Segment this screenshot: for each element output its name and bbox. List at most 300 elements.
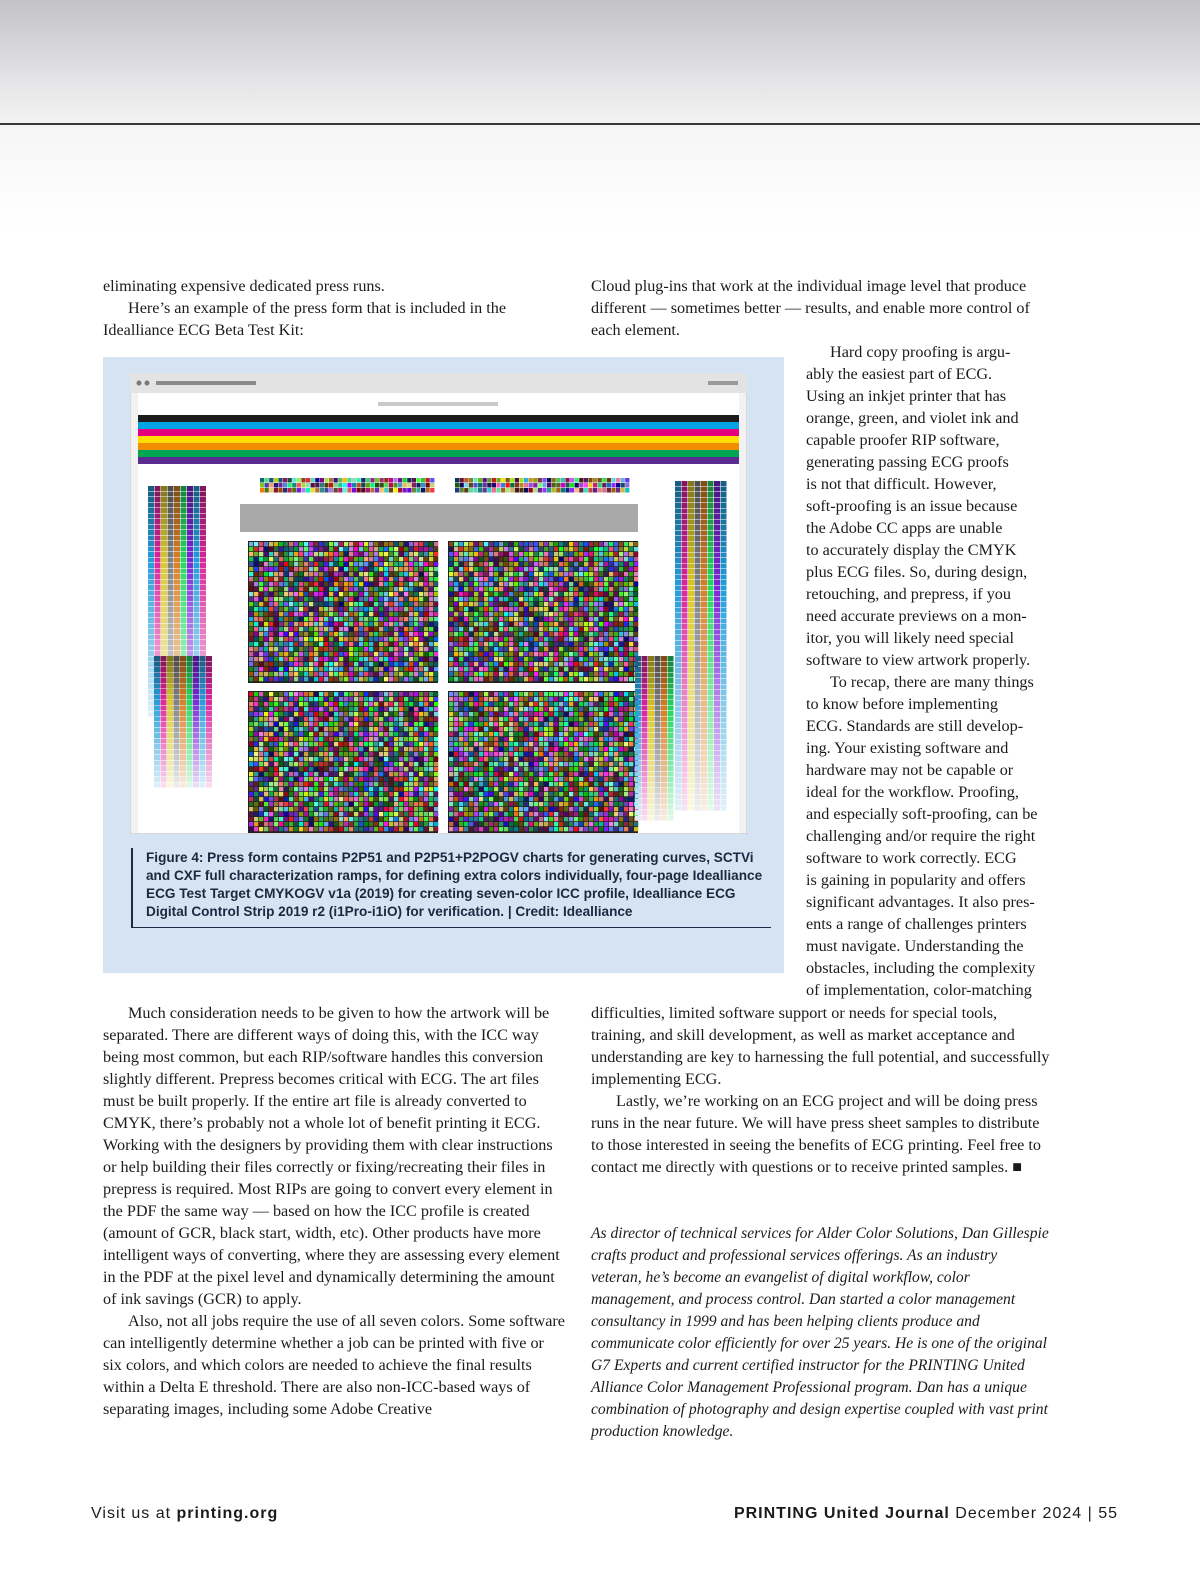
patch-cell [324,652,328,656]
patch-cell [589,772,593,776]
patch-cell [534,767,538,771]
patch-cell [519,762,523,766]
patch-cell [419,652,423,656]
patch-cell [349,677,353,681]
patch-cell [320,478,324,483]
patch-cell [369,657,373,661]
patch-cell [279,797,283,801]
patch-cell [394,702,398,706]
patch-cell [429,662,433,666]
patch-cell [374,592,378,596]
patch-cell [324,802,328,806]
patch-cell [534,717,538,721]
patch-cell [429,762,433,766]
patch-cell [609,722,613,726]
patch-cell [479,647,483,651]
patch-cell [319,752,323,756]
patch-cell [504,627,508,631]
patch-cell [379,807,383,811]
patch-cell [534,572,538,576]
patch-cell [588,488,592,493]
patch-cell [504,562,508,566]
patch-cell [564,767,568,771]
patch-cell [354,742,358,746]
patch-cell [514,727,518,731]
patch-cell [304,827,308,831]
patch-cell [374,712,378,716]
patch-cell [459,772,463,776]
patch-cell [554,587,558,591]
patch-cell [404,667,408,671]
ramp-cell [168,613,174,618]
text-line: soft-proofing is an issue because [806,497,1018,515]
patch-cell [549,777,553,781]
patch-cell [499,727,503,731]
patch-cell [534,557,538,561]
patch-cell [304,587,308,591]
patch-cell [249,612,253,616]
patch-cell [424,587,428,591]
ramp-cell [161,651,167,656]
patch-cell [249,817,253,821]
patch-cell [449,802,453,806]
patch-cell [459,572,463,576]
patch-cell [294,737,298,741]
patch-cell [254,657,258,661]
patch-cell [354,542,358,546]
ramp-cell [187,497,193,502]
patch-cell [484,797,488,801]
patch-cell [539,757,543,761]
patch-cell [589,812,593,816]
patch-cell [384,717,388,721]
patch-cell [539,802,543,806]
patch-cell [594,692,598,696]
ramp-cell [148,657,154,662]
patch-cell [254,802,258,806]
patch-cell [534,592,538,596]
patch-cell [249,602,253,606]
ramp-cell [168,514,174,519]
ramp-cell [161,695,167,700]
patch-cell [499,587,503,591]
ramp-cell [194,552,200,557]
ramp-cell [168,508,174,513]
patch-cell [519,582,523,586]
patch-cell [419,572,423,576]
patch-cell [564,752,568,756]
patch-cell [549,542,553,546]
patch-cell [304,597,308,601]
patch-cell [324,702,328,706]
patch-cell [304,772,308,776]
patch-cell [329,483,333,488]
patch-cell [589,742,593,746]
patch-cell [489,822,493,826]
ramp-cell [200,596,206,601]
patch-cell [604,712,608,716]
text-line: software to work correctly. ECG [806,849,1017,867]
patch-cell [574,557,578,561]
patch-cell [379,617,383,621]
patch-cell [369,707,373,711]
patch-cell [269,672,273,676]
patch-cell [319,827,323,831]
patch-cell [254,607,258,611]
patch-cell [454,767,458,771]
patch-cell [434,602,438,606]
patch-cell [434,667,438,671]
ramp-cell [161,547,167,552]
patch-cell [504,782,508,786]
ramp-cell [155,574,161,579]
patch-cell [419,782,423,786]
patch-cell [574,737,578,741]
patch-cell [259,617,263,621]
ramp-cell [148,668,154,673]
patch-cell [284,597,288,601]
patch-cell [429,697,433,701]
patch-cell [344,552,348,556]
patch-cell [544,797,548,801]
patch-cell [588,483,592,488]
ramp-cell [187,486,193,491]
patch-cell [459,702,463,706]
patch-cell [559,787,563,791]
patch-cell [349,777,353,781]
ramp-cell [155,536,161,541]
patch-cell [314,662,318,666]
patch-cell [419,562,423,566]
patch-cell [319,817,323,821]
patch-cell [389,582,393,586]
ramp-cell [167,700,173,705]
patch-cell [278,483,282,488]
patch-cell [389,677,393,681]
patch-cell [254,712,258,716]
patch-cell [299,582,303,586]
patch-cell [584,592,588,596]
text-line: need accurate previews on a mon- [806,607,1027,625]
patch-cell [554,787,558,791]
patch-cell [529,817,533,821]
patch-cell [349,552,353,556]
patch-cell [554,542,558,546]
ramp-cell [148,497,154,502]
patch-cell [419,697,423,701]
patch-cell [579,727,583,731]
patch-cell [574,552,578,556]
patch-cell [484,657,488,661]
patch-cell [604,827,608,831]
patch-cell [489,767,493,771]
patch-cell [539,727,543,731]
patch-cell [404,632,408,636]
patch-cell [429,807,433,811]
patch-cell [264,672,268,676]
patch-cell [489,722,493,726]
patch-cell [304,572,308,576]
patch-cell [419,712,423,716]
patch-cell [538,483,542,488]
patch-cell [416,488,420,493]
patch-cell [349,632,353,636]
patch-cell [589,722,593,726]
patch-cell [539,797,543,801]
ramp-cell [168,618,174,623]
patch-cell [329,657,333,661]
patch-cell [424,647,428,651]
patch-cell [494,622,498,626]
ramp-cell [155,585,161,590]
patch-cell [629,677,633,681]
patch-cell [549,762,553,766]
patch-cell [529,657,533,661]
patch-cell [594,807,598,811]
patch-cell [609,827,613,831]
patch-cell [464,657,468,661]
patch-cell [399,727,403,731]
patch-cell [519,637,523,641]
patch-cell [504,822,508,826]
patch-cell [499,662,503,666]
patch-cell [604,677,608,681]
patch-cell [384,582,388,586]
ramp-cell [200,525,206,530]
patch-cell [509,567,513,571]
patch-cell [629,647,633,651]
patch-cell [359,607,363,611]
patch-cell [409,797,413,801]
patch-cell [419,657,423,661]
patch-cell [414,752,418,756]
patch-cell [429,592,433,596]
patch-cell [539,622,543,626]
patch-cell [549,572,553,576]
patch-cell [339,732,343,736]
patch-cell [304,582,308,586]
patch-cell [484,777,488,781]
patch-cell [569,757,573,761]
patch-cell [394,607,398,611]
patch-cell [484,817,488,821]
patch-cell [489,587,493,591]
patch-cell [549,697,553,701]
patch-cell [449,787,453,791]
patch-cell [334,587,338,591]
patch-cell [629,557,633,561]
patch-cell [344,752,348,756]
patch-cell [344,642,348,646]
patch-cell [534,792,538,796]
patch-cell [359,672,363,676]
patch-cell [469,712,473,716]
patch-cell [549,662,553,666]
patch-cell [529,782,533,786]
patch-cell [449,827,453,831]
patch-cell [384,772,388,776]
patch-cell [419,582,423,586]
patch-cell [354,812,358,816]
patch-cell [364,667,368,671]
patch-cell [379,827,383,831]
patch-cell [619,717,623,721]
patch-cell [614,812,618,816]
patch-cell [629,627,633,631]
patch-cell [524,637,528,641]
patch-cell [384,662,388,666]
patch-cell [414,692,418,696]
patch-cell [554,617,558,621]
patch-cell [629,567,633,571]
patch-cell [594,587,598,591]
patch-cell [474,542,478,546]
patch-cell [309,677,313,681]
patch-cell [249,547,253,551]
patch-cell [464,612,468,616]
ramp-cell [194,580,200,585]
patch-cell [449,567,453,571]
patch-cell [584,712,588,716]
patch-cell [469,782,473,786]
patch-cell [369,817,373,821]
patch-cell [554,762,558,766]
patch-cell [604,562,608,566]
patch-cell [584,812,588,816]
patch-cell [549,722,553,726]
ramp-cell [187,640,193,645]
patch-cell [324,712,328,716]
patch-cell [429,607,433,611]
patch-cell [359,747,363,751]
patch-cell [289,747,293,751]
patch-cell [624,782,628,786]
patch-cell [359,567,363,571]
patch-cell [464,767,468,771]
patch-cell [299,567,303,571]
patch-cell [519,722,523,726]
patch-cell [344,822,348,826]
patch-cell [549,547,553,551]
patch-cell [619,827,623,831]
patch-cell [569,642,573,646]
patch-cell [539,827,543,831]
patch-cell [459,652,463,656]
patch-cell [559,647,563,651]
patch-cell [399,607,403,611]
patch-cell [604,627,608,631]
patch-cell [589,582,593,586]
patch-cell [374,597,378,601]
patch-cell [524,557,528,561]
patch-cell [449,822,453,826]
patch-cell [407,478,411,483]
patch-cell [478,478,482,483]
patch-cell [509,627,513,631]
patch-cell [544,817,548,821]
patch-cell [399,722,403,726]
patch-cell [294,587,298,591]
patch-cell [339,807,343,811]
patch-cell [254,662,258,666]
patch-cell [544,612,548,616]
patch-cell [409,822,413,826]
patch-cell [454,587,458,591]
patch-cell [464,552,468,556]
patch-cell [259,777,263,781]
patch-cell [414,662,418,666]
patch-cell [455,478,459,483]
patch-cell [249,647,253,651]
patch-cell [314,797,318,801]
patch-cell [412,478,416,483]
ramp-cell [155,613,161,618]
patch-cell [274,692,278,696]
patch-cell [619,797,623,801]
patch-cell [509,752,513,756]
patch-cell [409,562,413,566]
patch-cell [469,657,473,661]
ramp-cell [187,547,193,552]
patch-cell [449,792,453,796]
patch-cell [394,612,398,616]
patch-cell [509,747,513,751]
patch-cell [294,767,298,771]
patch-cell [474,822,478,826]
patch-cell [464,602,468,606]
patch-cell [524,478,528,483]
patch-cell [319,797,323,801]
patch-cell [389,822,393,826]
patch-cell [364,657,368,661]
patch-cell [544,582,548,586]
patch-cell [329,812,333,816]
patch-cell [334,762,338,766]
patch-cell [574,612,578,616]
patch-cell [404,777,408,781]
patch-cell [489,652,493,656]
patch-cell [264,737,268,741]
patch-cell [344,697,348,701]
patch-cell [314,627,318,631]
patch-cell [354,642,358,646]
ramp-cell [187,569,193,574]
ramp-cell [155,640,161,645]
patch-cell [324,737,328,741]
patch-cell [469,747,473,751]
patch-cell [629,807,633,811]
ramp-cell [161,563,167,568]
patch-cell [554,602,558,606]
patch-cell [564,732,568,736]
patch-cell [389,787,393,791]
patch-cell [284,762,288,766]
patch-cell [609,662,613,666]
patch-cell [314,607,318,611]
ramp-cell [155,591,161,596]
patch-cell [449,697,453,701]
patch-cell [374,542,378,546]
patch-cell [434,642,438,646]
patch-cell [349,737,353,741]
patch-cell [609,622,613,626]
patch-cell [574,812,578,816]
patch-cell [249,577,253,581]
patch-cell [324,617,328,621]
patch-cell [529,488,533,493]
patch-cell [320,488,324,493]
patch-cell [584,597,588,601]
